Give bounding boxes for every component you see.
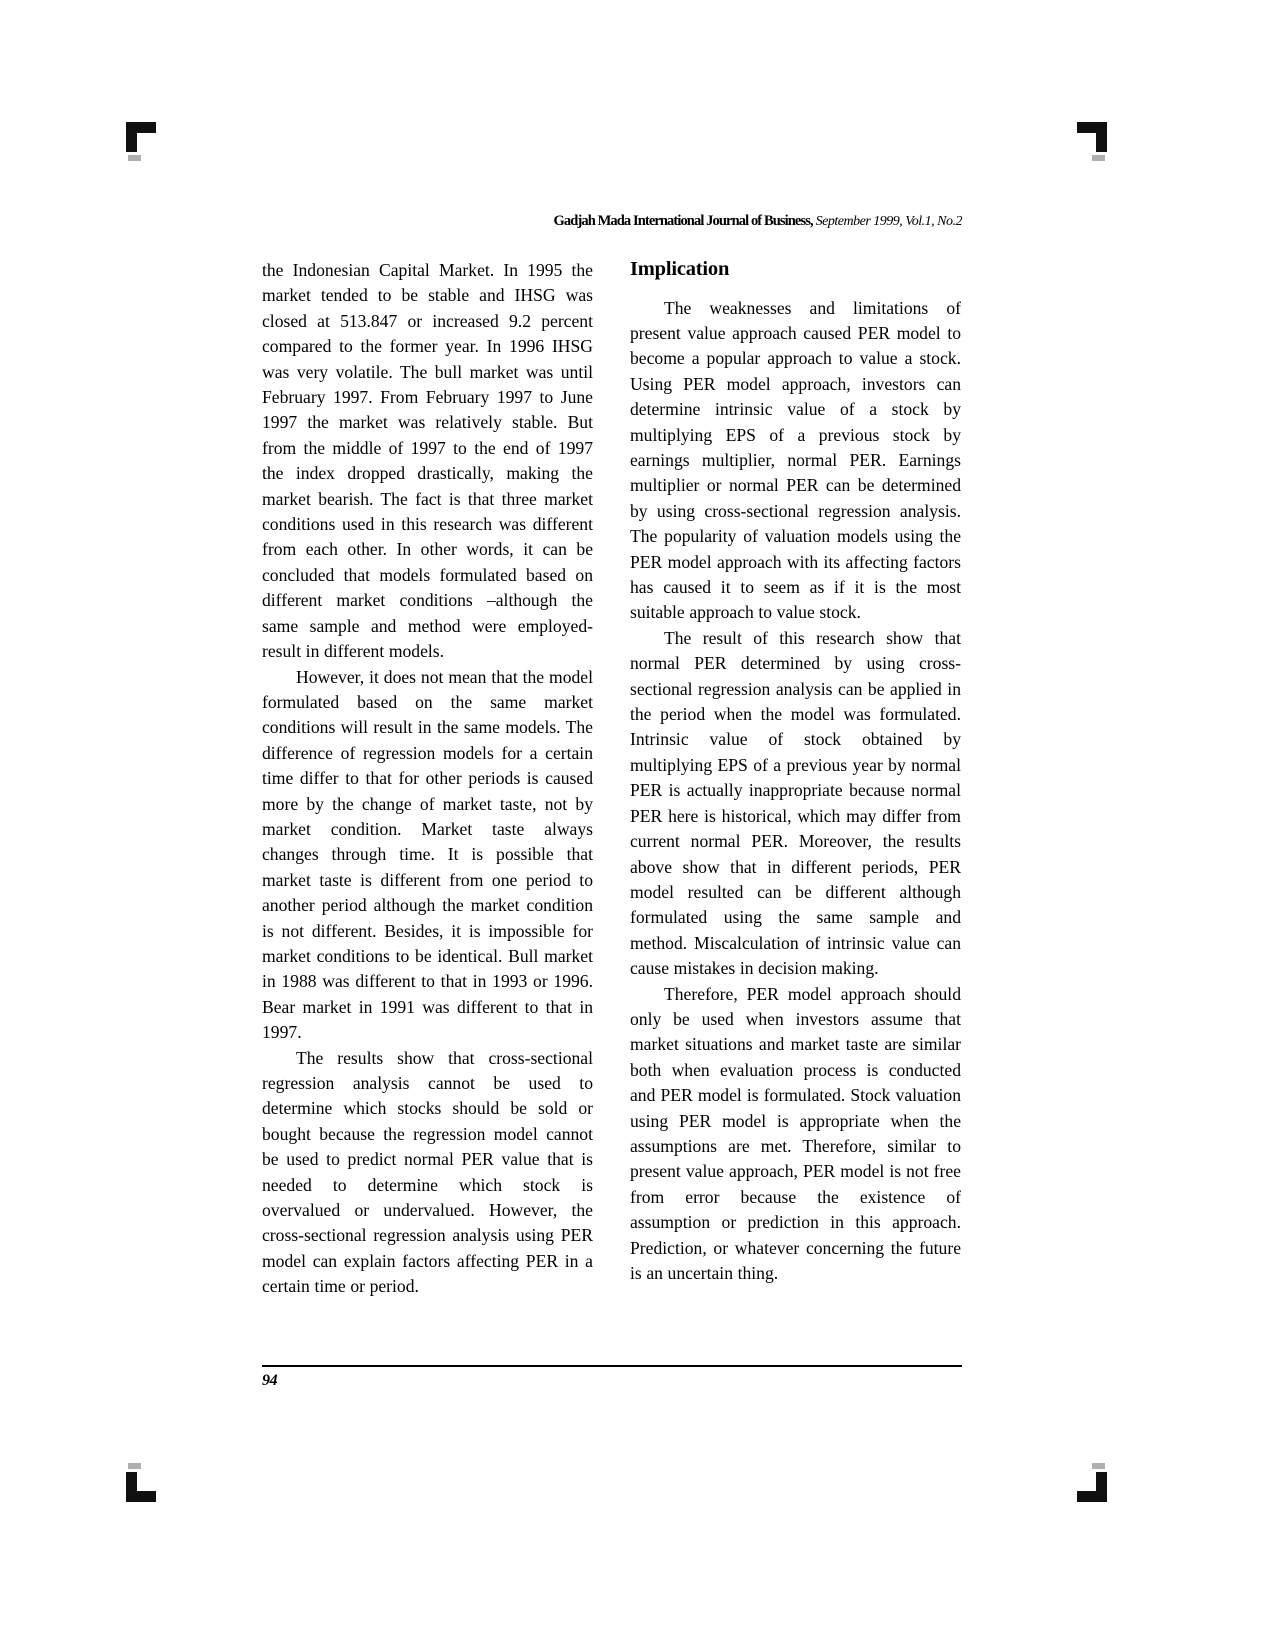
- running-head-issue: September 1999, Vol.1, No.2: [812, 214, 962, 229]
- crop-mark-arm-vertical: [1096, 1472, 1107, 1502]
- paragraph-market-taste: However, it does not mean that the model formulated based on the same market conditions will result in the same models. The difference of regression models for a certain time differ to that for other periods is caused more by the change of market taste, not by market condition. Market taste always changes through time. It is possible that market taste is different from one period to another period although the market condition is not different. Besides, it is impossible for market conditions to be identical. Bull market in 1988 was different to that in 1993 or 1996. Bear market in 1991 was different to that in 1997.: [262, 666, 593, 1043]
- paragraph-cross-sectional-limits: The results show that cross-sectional regression analysis cannot be used to determine which stocks should be sold or bought because the regression model cannot be used to predict normal PER value that is needed to determine which stock is overvalued or undervalued. However, the cross-sectional regression analysis using PER model can explain factors affecting PER in a certain time or period.: [262, 1047, 593, 1297]
- crop-mark-arm-vertical: [126, 1472, 137, 1502]
- paragraph-per-popularity: The weaknesses and limitations of present value approach caused PER model to become a popular approach to value a stock. Using PER model approach, investors can determine intrinsic value of a stock by multiplying EPS of a previous stock by earnings multiplier, normal PER. Earnings multiplier or normal PER can be determined by using cross-sectional regression analysis. The popularity of valuation models using the PER model approach with its affecting factors has caused it to seem as if it is the most suitable approach to value stock.: [630, 297, 961, 623]
- page-number: 94: [262, 1372, 278, 1389]
- left-column: [262, 258, 593, 1328]
- body-columns: [262, 258, 962, 1328]
- running-head-journal-title: Gadjah Mada International Journal of Business,: [553, 213, 813, 229]
- crop-mark-arm-vertical: [1096, 122, 1107, 152]
- running-head: [262, 214, 962, 230]
- paragraph-market-conditions: the Indonesian Capital Market. In 1995 the market tended to be stable and IHSG was closed at 513.847 or increased 9.2 percent compared to the former year. In 1996 IHSG was very volatile. The bull market was until February 1997. From February 1997 to June 1997 the market was relatively stable. But from the middle of 1997 to the end of 1997 the index dropped drastically, making the market bearish. The fact is that three market conditions used in this research was different from each other. In other words, it can be concluded that models formulated based on different market conditions –although the same sample and method were employed- result in different models.: [262, 260, 593, 662]
- crop-mark-top-left-icon: [126, 122, 160, 156]
- paragraph-research-result: The result of this research show that normal PER determined by using cross-sectional regression analysis can be applied in the period when the model was formulated. Intrinsic value of stock obtained by multiplying EPS of a previous year by normal PER is actually inappropriate because normal PER here is historical, which may differ from current normal PER. Moreover, the results above show that in different periods, PER model resulted can be different although formulated using the same sample and method. Miscalculation of intrinsic value can cause mistakes in decision making.: [630, 627, 961, 979]
- crop-mark-arm-vertical: [126, 122, 137, 152]
- footer-rule: [262, 1365, 962, 1367]
- crop-mark-bottom-left-icon: [126, 1468, 160, 1502]
- crop-mark-bottom-right-icon: [1073, 1468, 1107, 1502]
- crop-mark-top-right-icon: [1073, 122, 1107, 156]
- right-column: [630, 258, 961, 1328]
- section-heading-implication: Implication: [630, 258, 730, 280]
- paragraph-therefore-conclusion: Therefore, PER model approach should only be used when investors assume that market situations and market taste are similar both when evaluation process is conducted and PER model is formulated. Stock valuation using PER model is appropriate when the assumptions are met. Therefore, similar to present value approach, PER model is not free from error because the existence of assumption or prediction in this approach. Prediction, or whatever concerning the future is an uncertain thing.: [630, 983, 961, 1283]
